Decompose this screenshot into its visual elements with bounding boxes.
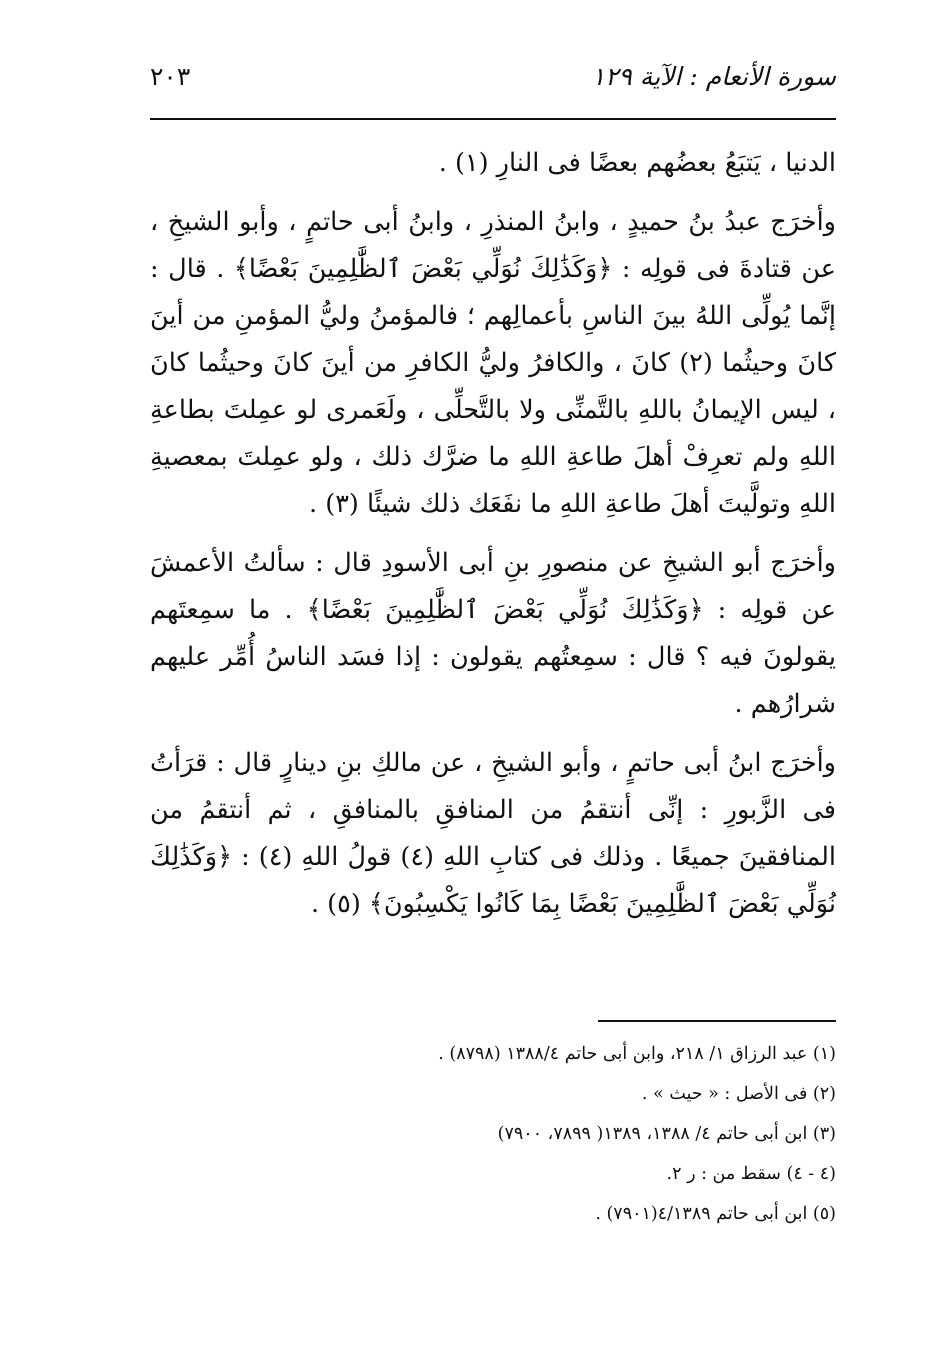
page-header	[150, 62, 836, 112]
footnote-separator	[598, 1020, 836, 1022]
running-title: سورة الأنعام : الآية ١٢٩	[591, 62, 836, 91]
footnote-5: (٥) ابن أبى حاتم ٤/١٣٨٩(٧٩٠١) .	[595, 1204, 836, 1224]
footnotes	[150, 1034, 836, 1234]
footnote-4: (٤ - ٤) سقط من : ر ٢.	[666, 1164, 836, 1184]
header-rule	[150, 118, 836, 120]
paragraph-3: وأخرَج أبو الشيخِ عن منصورِ بنِ أبى الأسودِ قال : سألتُ الأعمشَ عن قولِه : ﴿وَكَذَٰلِكَ نُوَلِّي بَعْضَ ٱلظَّٰلِمِينَ بَعْضًا﴾ . ما سمِعتَهم يقولونَ فيه ؟ قال : سمِعتُهم يقولون : إذا فسَد الناسُ أُمِّر عليهم شرارُهم .	[150, 548, 836, 719]
paragraph-1: الدنيا ، يَتبَعُ بعضُهم بعضًا فى النارِ (١) .	[438, 148, 836, 178]
page-number: ٢٠٣	[150, 62, 191, 91]
book-page	[150, 62, 836, 1224]
footnote-2: (٢) فى الأصل : « حيث » .	[641, 1084, 836, 1104]
paragraph-2: وأخرَج عبدُ بنُ حميدٍ ، وابنُ المنذرِ ، وابنُ أبى حاتمٍ ، وأبو الشيخِ ، عن قتادةَ فى قولِه : ﴿وَكَذَٰلِكَ نُوَلِّي بَعْضَ ٱلظَّٰلِمِينَ بَعْضًا﴾ . قال : إنَّما يُولِّى اللهُ بينَ الناسِ بأعمالِهم ؛ فالمؤمنُ وليُّ المؤمنِ من أينَ كانَ وحيثُما (٢) كانَ ، والكافرُ وليُّ الكافرِ من أينَ كانَ وحيثُما كانَ ، ليس الإيمانُ باللهِ بالتَّمنِّى ولا بالتَّحلِّى ، ولَعَمرى لو عمِلتَ بطاعةِ اللهِ ولم تعرِفْ أهلَ طاعةِ اللهِ ما ضرَّك ذلك ، ولو عمِلتَ بمعصيةِ اللهِ وتولَّيتَ أهلَ طاعةِ اللهِ ما نفَعَك ذلك شيئًا (٣) .	[150, 207, 836, 519]
main-text	[150, 140, 836, 928]
footnote-1: (١) عبد الرزاق ١/ ٢١٨، وابن أبى حاتم ١٣٨٨/٤ (٨٧٩٨) .	[438, 1044, 836, 1064]
footnote-3: (٣) ابن أبى حاتم ٤/ ١٣٨٨، ١٣٨٩( ٧٨٩٩، ٧٩٠٠)	[497, 1124, 836, 1144]
paragraph-4: وأخرَج ابنُ أبى حاتمٍ ، وأبو الشيخِ ، عن مالكِ بنِ دينارٍ قال : قرَأتُ فى الزَّبورِ : إنِّى أنتقمُ من المنافقِ بالمنافقِ ، ثم أنتقمُ من المنافقينَ جميعًا . وذلك فى كتابِ اللهِ (٤) قولُ اللهِ (٤) : ﴿وَكَذَٰلِكَ نُوَلِّي بَعْضَ ٱلظَّٰلِمِينَ بَعْضًا بِمَا كَانُوا يَكْسِبُونَ﴾ (٥) .	[150, 748, 836, 919]
